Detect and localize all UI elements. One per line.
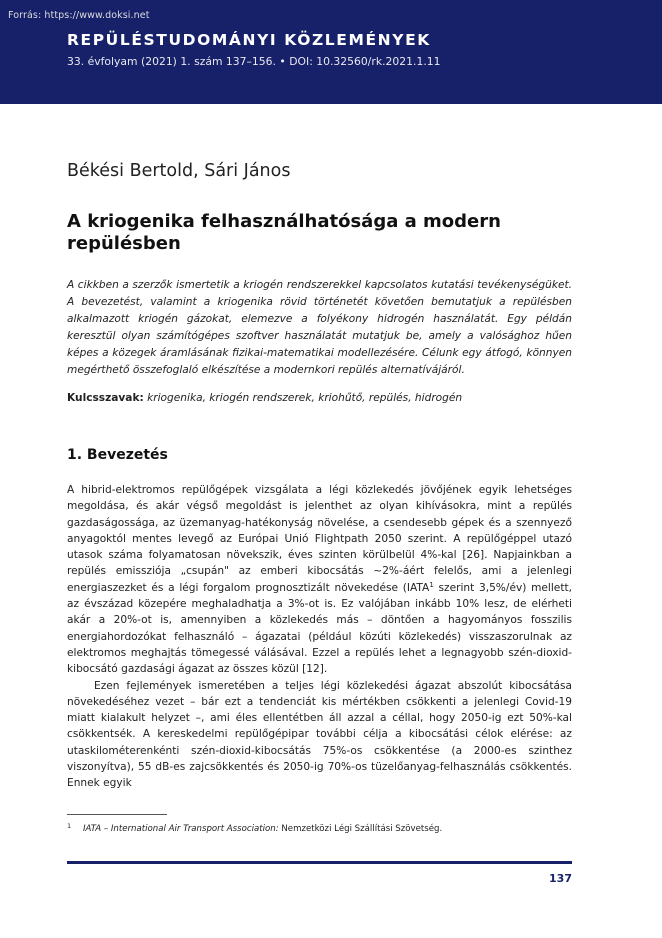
footnote-reference: 1 (429, 580, 434, 589)
paragraph-2: Ezen fejlemények ismeretében a teljes légi közlekedési ágazat abszolút kibocsátása növekedéséhez vezet – bár ezt a tendenciát kis mértékben csökkenti a jelenlegi Covid-19 miatt kialakult helyzet –, ami éles ellentétben áll azzal a céllal, hogy 2050-ig ezt 50%-kal csökkentsék. A kereskedelmi repülőgépipar további célja a kibocsátási célok elérése: az utaskilométerenkénti szén-dioxid-kibocsátás 75%-os csökkentése (a 2000-es szinthez viszonyítva), 55 dB-es zajcsökkentés és 2050-ig 70%-os tüzelőanyag-felhasználás csökkentés. Ennek egyik (67, 679, 572, 790)
keywords-label: Kulcsszavak: (67, 392, 144, 404)
footnote-text: Nemzetközi Légi Szállítási Szövetség. (278, 824, 443, 834)
footer-rule (67, 861, 572, 864)
page-number: 137 (549, 872, 572, 885)
paragraph-1-part-b: szerint 3,5%/év) mellett, az évszázad közepére meghaladhatja a 3%-ot is. Ez valójában inkább 10% lesz, de elérheti akár a 20%-ot is, amennyiben a közlekedés más – döntően a hagyományos fosszilis energiahordozókat felhasználó – ágazatai (például közúti közlekedés) visszaszorulnak az elektromos meghajtás tömegessé válásával. Ezzel a repülés lehet a legnagyobb szén-dioxid-kibocsátó gazdasági ágazat az összes közül [12]. (67, 581, 572, 676)
paragraph-1 (67, 482, 572, 678)
footnote-divider (67, 814, 167, 815)
body-text (67, 482, 572, 792)
source-watermark: Forrás: https://www.doksi.net (8, 10, 150, 21)
article-title: A kriogenika felhasználhatósága a modern repülésben (67, 211, 501, 254)
footnote-abbreviation: IATA – International Air Transport Association: (83, 824, 279, 834)
footnote (67, 822, 442, 834)
journal-header (0, 0, 662, 104)
paragraph-1-part-a: A hibrid-elektromos repülőgépek vizsgálata a légi közlekedés jövőjének egyik lehetséges megoldása, és akár végső megoldást is jelenthet az olyan kihívásokra, mint a repülés gazdaságossága, az üzemanyag-hatékonyság növelése, a csendesebb gépek és a szennyező anyagoktól mentes levegő az Európai Unió Flightpath 2050 szerint. A repülőgéppel utazó utasok száma folyamatosan növekszik, éves szinten körülbelül 4%-kal [26]. Napjainkban a repülés emissziója „csupán" az emberi kibocsátás ~2%-áért felelős, ami a jelenlegi energiaszezket és a légi forgalom prognosztizált növekedése (IATA (67, 484, 572, 594)
keywords-values: kriogenika, kriogén rendszerek, kriohűtő, repülés, hidrogén (147, 392, 463, 404)
article-abstract: A cikkben a szerzők ismertetik a kriogén rendszerekkel kapcsolatos kutatási tevékenységüket. A bevezetést, valamint a kriogenika rövid történetét követően bemutatjuk a repülésben alkalmazott kriogén gázokat, elemezve a folyékony hidrogén használatát. Egy példán keresztül olyan számítógépes szoftver használatát mutatjuk be, amely a valósághoz hűen képes a közegek áramlásának fizikai-matematikai modellezésére. Célunk egy átfogó, könnyen megérthető összefoglaló elkészítése a modernkori repülés alternatívájáról. (67, 279, 572, 376)
section-heading: 1. Bevezetés (67, 447, 168, 463)
footnote-number: 1 (67, 822, 72, 830)
journal-title: REPÜLÉSTUDOMÁNYI KÖZLEMÉNYEK (67, 31, 431, 49)
article-authors: Békési Bertold, Sári János (67, 161, 291, 181)
keywords (67, 390, 572, 407)
journal-citation: 33. évfolyam (2021) 1. szám 137–156. • DOI: 10.32560/rk.2021.1.11 (67, 55, 441, 68)
